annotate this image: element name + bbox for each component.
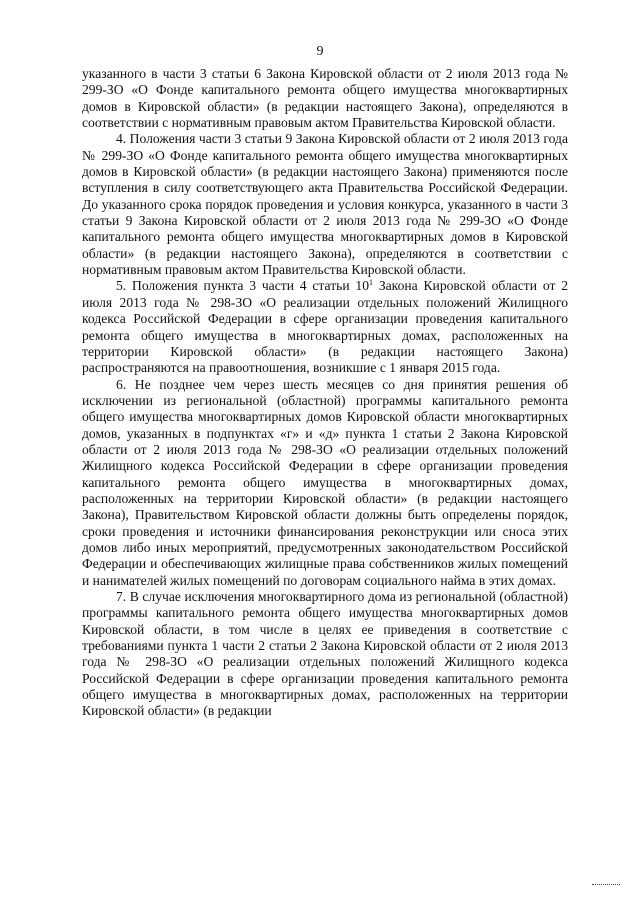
article-superscript: 1 — [369, 278, 374, 288]
paragraph-7: 7. В случае исключения многоквартирного дома из региональной (областной) программы капитального ремонта общего имущества многоквартирных домов Кировской области, в том числе в целях ее приведения в соответствие с требованиями пункта 1 части 2 статьи 2 Закона Кировской области от 2 июля 2013 года № 298-ЗО «О реализации отдельных положений Жилищного кодекса Российской Федерации в сфере организации проведения капитального ремонта общего имущества в многоквартирных домах, расположенных на территории Кировской области» (в редакции — [82, 589, 568, 719]
paragraph-6: 6. Не позднее чем через шесть месяцев со дня принятия решения об исключении из региональной (областной) программы капитального ремонта общего имущества многоквартирных домов Кировской области многоквартирных домов, указанных в подпунктах «г» и «д» пункта 1 статьи 2 Закона Кировской области от 2 июля 2013 года № 298-ЗО «О реализации отдельных положений Жилищного кодекса Российской Федерации в сфере организации проведения капитального ремонта общего имущества в многоквартирных домах, расположенных на территории Кировской области» (в редакции настоящего Закона), Правительством Кировской области должны быть определены порядок, сроки проведения и источники финансирования реконструкции или сноса этих домов либо иных мероприятий, предусмотренных законодательством Российской Федерации и обеспечивающих жилищные права собственников жилых помещений и нанимателей жилых помещений по договорам социального найма в этих домах. — [82, 376, 568, 588]
paragraph-4: 4. Положения части 3 статьи 9 Закона Кировской области от 2 июля 2013 года № 299-ЗО «О Фонде капитального ремонта общего имущества многоквартирных домов в Кировской области» (в редакции настоящего Закона) применяются после вступления в силу соответствующего акта Правительства Российской Федерации. До указанного срока порядок проведения и условия конкурса, указанного в части 3 статьи 9 Закона Кировской области от 2 июля 2013 года № 299-ЗО «О Фонде капитального ремонта общего имущества многоквартирных домов в Кировской области» (в редакции настоящего Закона), определяются в соответствии с нормативным правовым актом Правительства Кировской области. — [82, 131, 568, 278]
paragraph-continuation: указанного в части 3 статьи 6 Закона Кировской области от 2 июля 2013 года № 299-ЗО «О Фонде капитального ремонта общего имущества многоквартирных домов в Кировской области» (в редакции настоящего Закона), определяются в соответствии с нормативным правовым актом Правительства Кировской области. — [82, 66, 568, 131]
document-body — [82, 66, 568, 720]
paragraph-5-start: 5. Положения пункта 3 части 4 статьи 10 — [116, 278, 370, 294]
page-number: 9 — [316, 44, 324, 59]
paragraph-5-end: Закона Кировской области от 2 июля 2013 года № 298-ЗО «О реализации отдельных положений Жилищного кодекса Российской Федерации в сфере организации проведения капитального ремонта общего имущества в многоквартирных домах, расположенных на территории Кировской области» (в редакции настоящего Закона) распространяются на правоотношения, возникшие с 1 января 2015 года. — [82, 278, 568, 376]
paragraph-5 — [82, 278, 568, 376]
footer-mark — [592, 884, 620, 886]
